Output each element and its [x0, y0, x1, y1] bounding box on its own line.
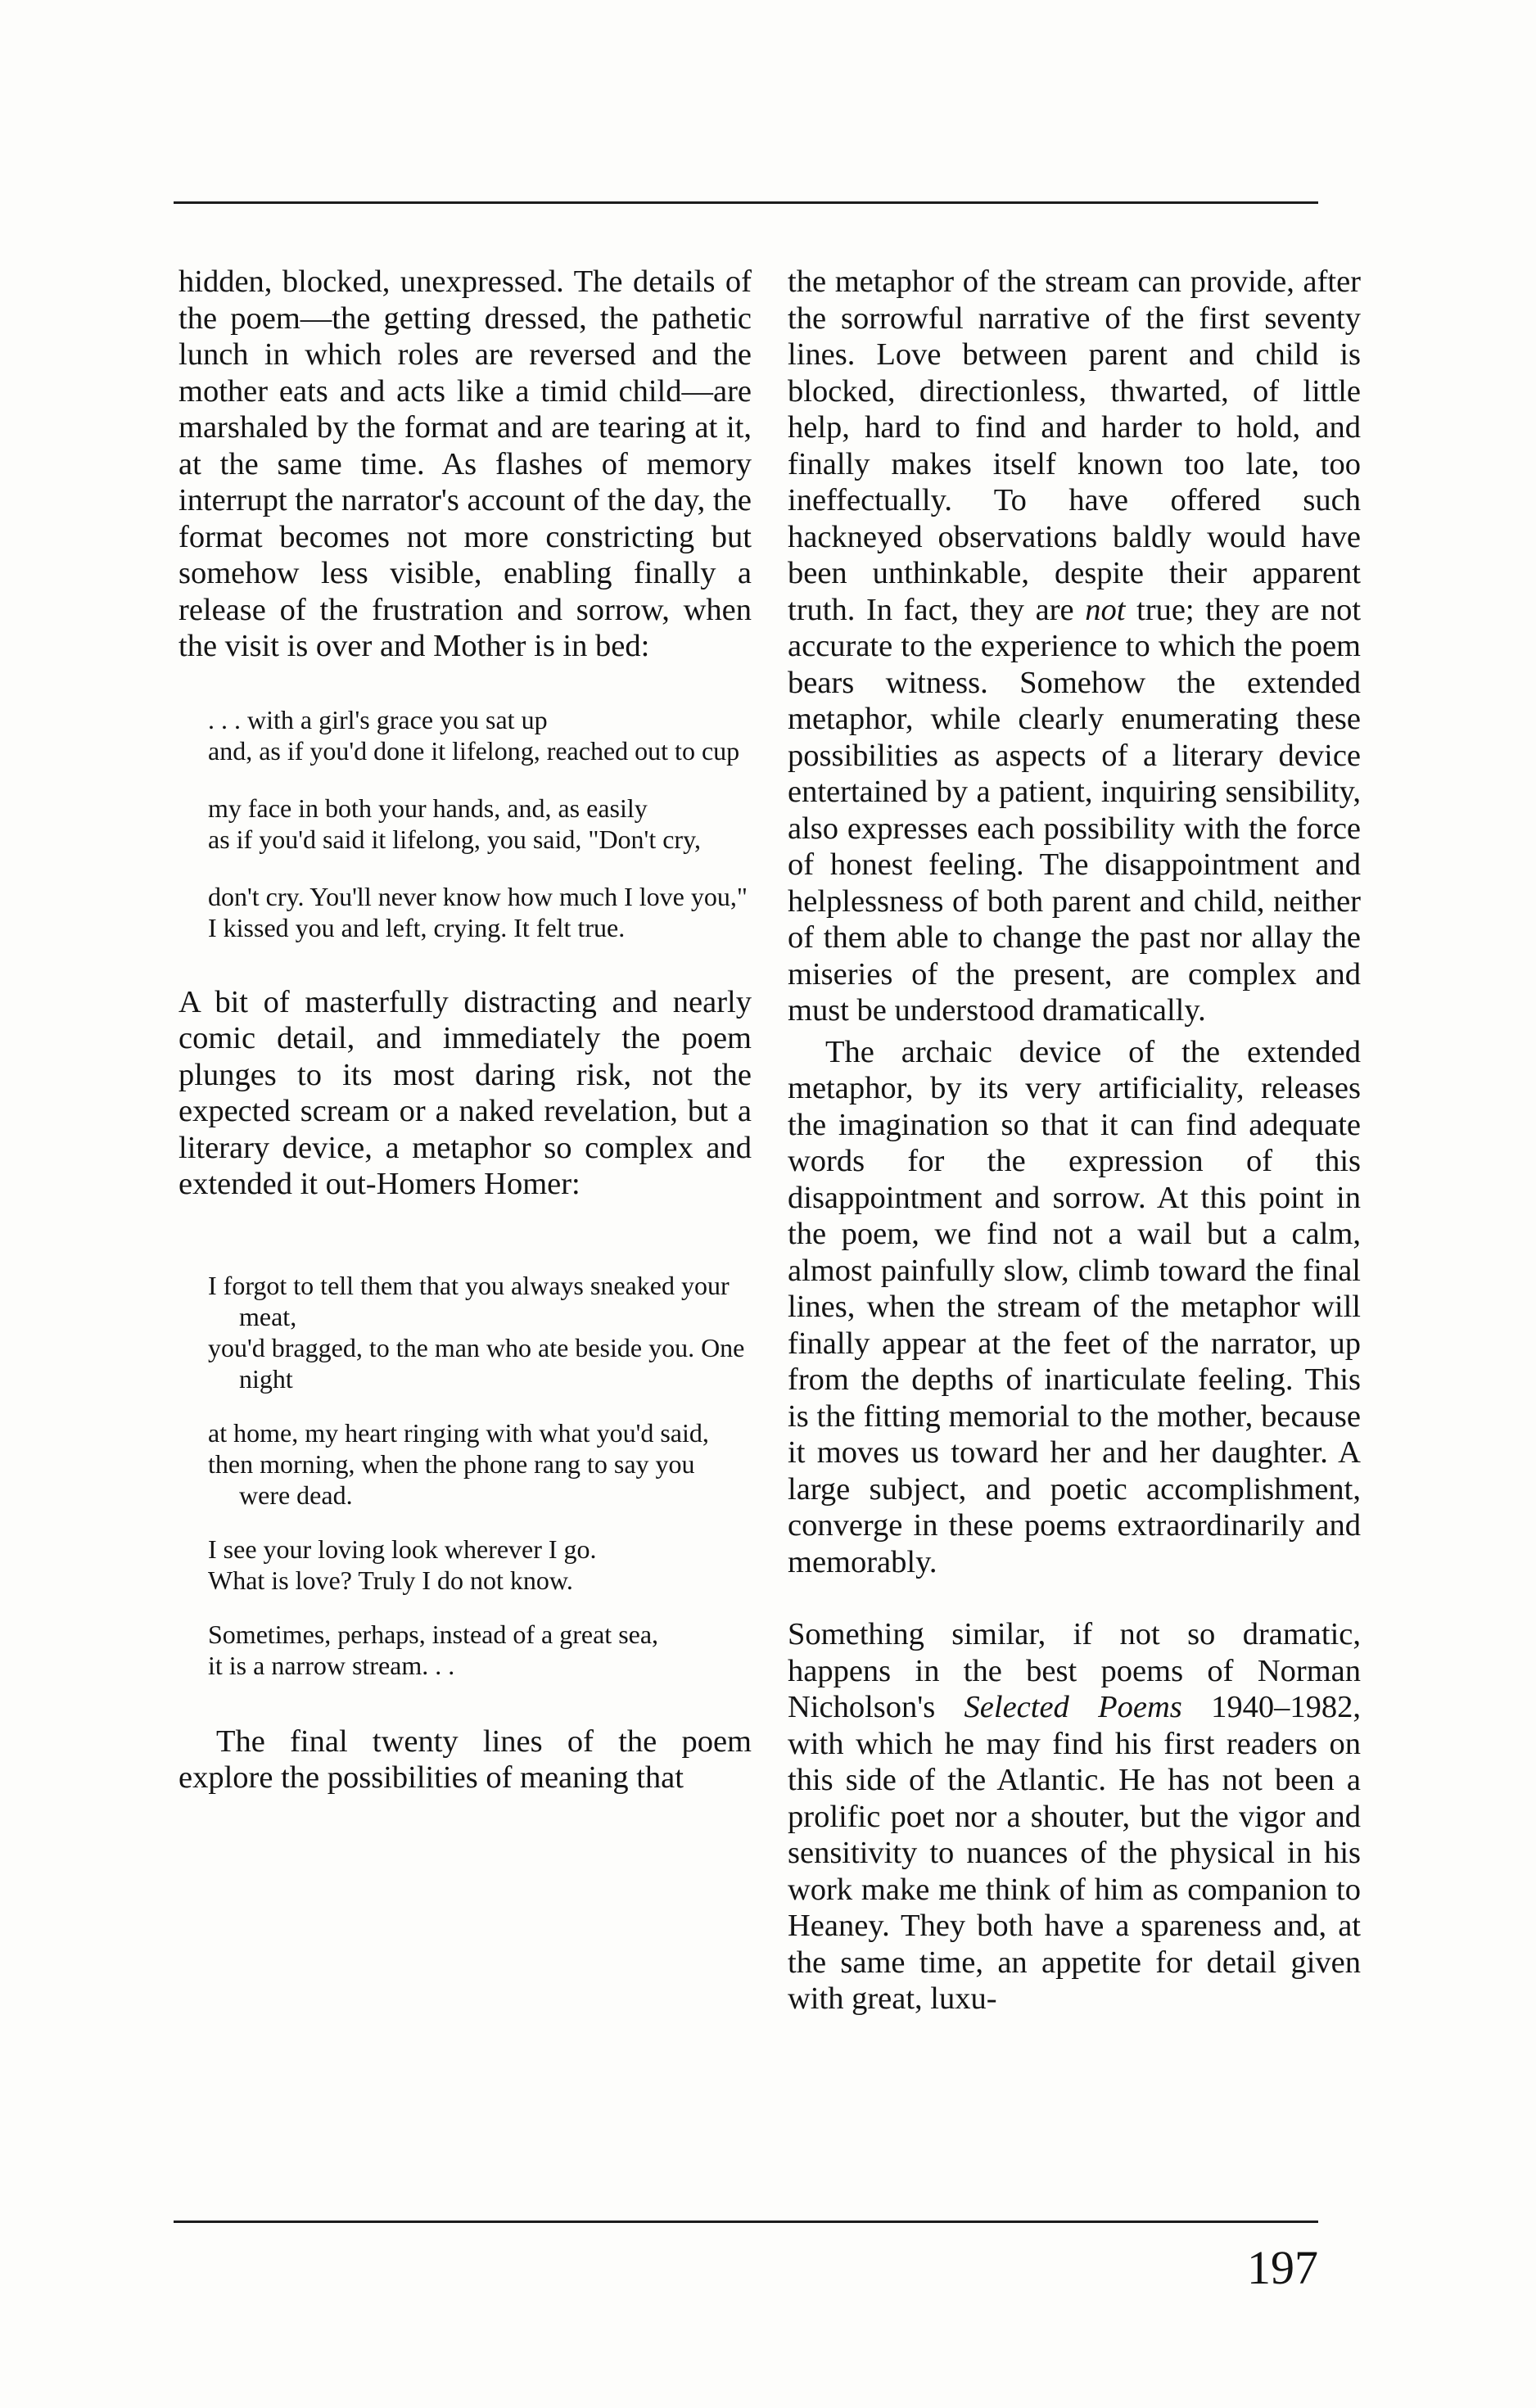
poem-stanza — [208, 704, 752, 766]
poem-excerpt-1 — [208, 704, 752, 943]
bottom-rule — [174, 2221, 1318, 2223]
poem-line: as if you'd said it lifelong, you said, "Don't cry, — [208, 824, 701, 854]
poem-line: my face in both your hands, and, as easily — [208, 793, 648, 823]
poem-line: . . . with a girl's grace you sat up — [208, 704, 548, 734]
page-number: 197 — [1247, 2241, 1318, 2294]
right-paragraph-2: The archaic device of the extended metaphor, by its very artificiality, releases the imagination so that it can find adequate words for the expression of this disappointment and sorrow. At this point in the poem, we find not a wail but a calm, almost painfully slow, climb toward the final lines, when the stream of the metaphor will finally appear at the feet of the narrator, up from the depths of inarticulate feeling. This is the fitting memorial to the mother, because it moves us toward her and her daughter. A large subject, and poetic accomplishment, converge in these poems extraordinarily and memorably. — [788, 1034, 1361, 1579]
poem-line: you'd bragged, to the man who ate beside you. One night — [208, 1332, 745, 1394]
poem-line: I kissed you and left, crying. It felt true. — [208, 912, 626, 942]
right-paragraph-1 — [788, 264, 1361, 1029]
left-paragraph-1: hidden, blocked, unexpressed. The details of the poem—the getting dressed, the pathetic lunch in which roles are reversed and the mother eats and acts like a timid child—are marshaled by the format and are tearing at it, at the same time. As flashes of memory interrupt the narrator's account of the day, the format becomes not more constricting but somehow less visible, enabling finally a release of the frustration and sorrow, when the visit is over and Mother is in bed: — [178, 264, 752, 663]
poem-excerpt-2 — [208, 1270, 752, 1681]
poem-stanza — [208, 1270, 752, 1394]
poem-stanza — [208, 881, 752, 943]
poem-stanza — [208, 793, 752, 855]
book-years: 1940–1982, — [1211, 1690, 1362, 1724]
paragraph-text: Something similar, if not so dramatic, happens in the best poems of Norman Nicholson's — [788, 1617, 1361, 1724]
poem-line: then morning, when the phone rang to say you were dead. — [208, 1448, 695, 1510]
poem-line: I forgot to tell them that you always sneaked your meat, — [208, 1270, 730, 1331]
poem-stanza — [208, 1534, 752, 1596]
top-rule — [174, 201, 1318, 204]
left-column — [178, 264, 752, 1796]
poem-line: and, as if you'd done it lifelong, reached out to cup — [208, 735, 740, 766]
book-title: Selected Poems — [964, 1690, 1182, 1724]
right-column — [788, 264, 1361, 2017]
emphasis-text: not — [1085, 592, 1126, 627]
poem-stanza — [208, 1417, 752, 1511]
right-paragraph-3 — [788, 1616, 1361, 2017]
poem-line: don't cry. You'll never know how much I love you," — [208, 881, 748, 911]
poem-line: Sometimes, perhaps, instead of a great sea, — [208, 1619, 659, 1649]
left-paragraph-3: The final twenty lines of the poem explore the possibilities of meaning that — [178, 1724, 752, 1795]
poem-stanza — [208, 1619, 752, 1681]
poem-line: I see your loving look wherever I go. — [208, 1534, 597, 1564]
left-paragraph-2: A bit of masterfully distracting and nearly comic detail, and immediately the poem plunges to its most daring risk, not the expected scream or a naked revelation, but a literary device, a metaphor so complex and extended it out-Homers Homer: — [178, 984, 752, 1201]
poem-line: at home, my heart ringing with what you'd said, — [208, 1417, 709, 1448]
poem-line: it is a narrow stream. . . — [208, 1650, 455, 1680]
paragraph-text: with which he may find his first readers on this side of the Atlantic. He has not been a prolific poet nor a shouter, but the vigor and sensitivity to nuances of the physical in his work make me think of him as companion to Heaney. They both have a spareness and, at the same time, an appetite for detail given with great, luxu- — [788, 1726, 1361, 2016]
paragraph-text: true; they are not accurate to the experience to which the poem bears witness. Somehow the extended metaphor, while clearly enumerating these possibilities as aspects of a literary device entertained by a patient, inquiring sensibility, also expresses each possibility with the force of honest feeling. The disappointment and helplessness of both parent and child, neither of them able to change the past nor allay the miseries of the present, are complex and must be understood dramatically. — [788, 592, 1362, 1028]
poem-line: What is love? Truly I do not know. — [208, 1565, 573, 1595]
paragraph-text: the metaphor of the stream can provide, after the sorrowful narrative of the first seventy lines. Love between parent and child is blocked, directionless, thwarted, of little help, hard to find and harder to hold, and finally makes itself known too late, too ineffectually. To have offered such hackneyed observations baldly would have been unthinkable, despite their apparent truth. In fact, they are — [788, 264, 1361, 627]
